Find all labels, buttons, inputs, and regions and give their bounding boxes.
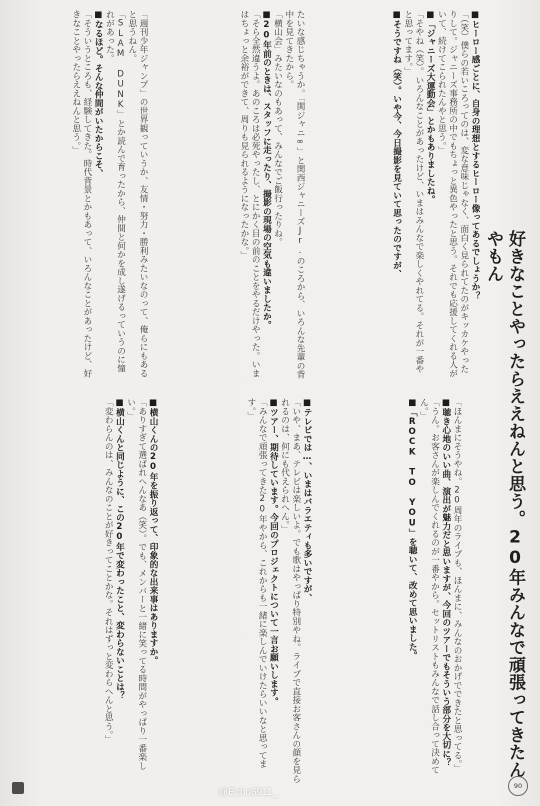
interview-answer: 「ありすぎて選ばれへんなあ（笑）。でも、メンバーと一緒に笑ってる時間がやっぱり一番楽しい。」 [125, 398, 147, 770]
interview-question: ■横山くんの20年を振り返って、印象的な出来事はありますか。 [148, 398, 158, 665]
interview-question: ■横山くんと同じように、この20年で変わったこと、変わらないことは？ [114, 398, 125, 700]
interview-answer: 「そら全然違うよ。あのころは必死やったし、とにかく目の前のことをやるだけやった。いまはちょっと余裕ができて、周りも見られるようになったかな。」 [238, 10, 261, 378]
text-column-3 [10, 10, 148, 380]
interview-question: ■ツアー、期待しています。今回のプロジェクトについて一言お願いします。 [268, 398, 279, 706]
interview-question: ■ヒーロー感ごとに、自身の理想とするヒーロー像ってあるでしょうか？ [470, 10, 480, 301]
interview-answer: 「うん。お客さんが楽しんでくれるのが一番やから。セットリストもみんなで話し合って決めてん。」 [418, 398, 440, 775]
interview-answer: 「週刊少年ジャンプ」の世界観っていうか、友情・努力・勝利みたいなのって、俺らにもあると思うねん。 [126, 10, 148, 378]
interview-question: ■「ジャニーズ大運動会」とかもありましたね。 [425, 10, 436, 204]
page-marker-left [12, 782, 24, 794]
interview-question: ■「ROCK TO YOU」を聴いて、改めて思いました。 [407, 398, 418, 660]
interview-question: ■なるほど。そんな仲間がいたからこそ、 [93, 10, 104, 178]
interview-answer: 「いや、まあ、テレビは楽しいよ。でも歌はやっぱり特別やね。ライブで直接お客さんの顔を見られるのは、何にも代えられへん。」 [279, 398, 301, 783]
interview-answer: 「変わらんのは、みんなのことが好きってことかな。それはずっと変わらへんと思う。」 [103, 398, 114, 744]
text-column-1 [310, 10, 480, 380]
interview-answer: 「そやね（笑）。いろんなことがあったけど、いまはみんなで楽しくやれてる。それが一番やと思ってます。」 [402, 10, 424, 374]
text-column-5 [162, 398, 312, 783]
interview-answer: 「そういうところも、経験してきた。時代背景とかもあって、いろんなことがあったけど、好きなことやったらええねんと思う。」 [70, 10, 92, 378]
interview-answer: 「ほんまにそうやね。20周年のライブも、ほんまに、みんなのおかげでできたと思ってる。」 [452, 398, 462, 773]
interview-question: ■聴き心地のいい曲、演出が魅力だと思いますが、今回のツアーでもそういう部分を大切に？ [440, 398, 451, 767]
interview-answer: たいな感じちゃうか。「関ジャニ∞」と関西ジャニーズJr.のころから、いろんな先輩の背中を見てきたから。 [283, 10, 305, 379]
watermark: @Echo6911_ [218, 787, 279, 798]
interview-question: ■テレビでは…、いまはバラエティも多いですが、 [302, 398, 312, 603]
text-column-4 [317, 398, 462, 783]
headline [482, 230, 526, 790]
interview-answer: 「横山会」みたいなのもあって、みんなでご飯行ったりね。 [272, 10, 283, 247]
text-column-6 [8, 398, 158, 783]
text-column-2 [150, 10, 305, 380]
interview-question: ■20年前のときは、スタッフに走ったり、撮影の現場の空気も違いましたか。 [261, 10, 272, 330]
interview-question: ■そうですね（笑）。いや今、今日撮影を見ていて思ったのですが、 [391, 10, 402, 279]
headline-line: 好きなことやったらええねんと思う。20年みんなで頑張ってきたんやもん [483, 230, 525, 779]
interview-answer: 「（笑）僕らの若いころってのは、変な意味じゃなく、面白く見られてたのがキッカケやったりして。ジャニーズ事務所の中でもちょっと異色やったと思う。それでも応援してくれる人がいて、続けてこられたんやと思う。」 [436, 10, 469, 378]
interview-answer: 「みんなで頑張ってきた20年やから、これからも一緒に楽しんでいけたらいいなと思ってます。」 [245, 398, 268, 769]
page-number: 90 [508, 776, 528, 796]
interview-answer: 「SLAM DUNK」とか読んで育ったから、仲間と何かを成し遂げるっていうのに憧れがあった。 [104, 10, 126, 373]
